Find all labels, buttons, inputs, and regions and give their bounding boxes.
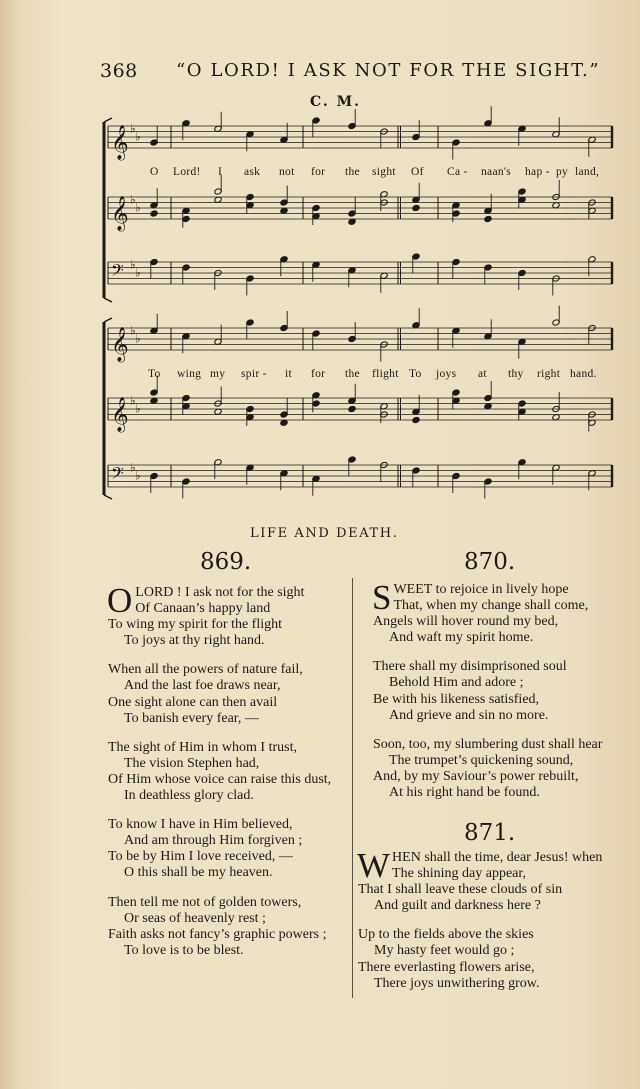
lyric: the — [345, 166, 360, 178]
verse-line: In deathless glory clad. — [124, 788, 254, 804]
flat-sign-icon: ♭ — [130, 460, 136, 475]
verse-line: My hasty feet would go ; — [374, 943, 515, 959]
lyric: sight — [372, 166, 396, 178]
verse-line: To joys at thy right hand. — [124, 633, 265, 649]
notehead — [412, 416, 420, 423]
section-heading: LIFE AND DEATH. — [250, 526, 399, 541]
verse-line: To wing my spirit for the flight — [108, 617, 283, 633]
verse-line: There everlasting flowers arise, — [358, 959, 535, 975]
verse-line: At his right hand be found. — [389, 785, 540, 801]
bracket-end — [104, 118, 112, 122]
lyric: Ca - — [447, 166, 468, 178]
verse-line: When all the powers of nature fail, — [108, 662, 303, 678]
bass-clef-icon: 𝄢 — [111, 463, 124, 487]
verse-line: Soon, too, my slumbering dust shall hear — [373, 736, 603, 752]
lyric: the — [345, 368, 360, 380]
notehead — [150, 210, 158, 217]
verse-line: The sight of Him in whom I trust, — [108, 739, 297, 755]
lyric: Of — [411, 166, 424, 178]
verse-line: The trumpet’s quickening sound, — [389, 752, 574, 768]
drop-cap: S — [372, 578, 392, 617]
flat-sign-icon: ♭ — [135, 200, 141, 215]
flat-sign-icon: ♭ — [130, 192, 136, 207]
hymn-869-text — [107, 581, 354, 959]
lyric: for — [311, 166, 326, 178]
verse-line: And the last foe draws near, — [124, 678, 281, 694]
verse-line: To banish every fear, — — [124, 710, 259, 726]
lyric: right — [537, 368, 561, 380]
verse-line: HEN shall the time, dear Jesus! when — [392, 850, 603, 865]
bracket-end — [104, 298, 112, 302]
meter-label: C. M. — [310, 94, 362, 110]
verse-line: Behold Him and adore ; — [389, 675, 524, 691]
verse-line: One sight alone can then avail — [108, 694, 278, 710]
page-number: 368 — [100, 60, 138, 82]
hymn-871-text — [357, 846, 638, 992]
hymn-number: 869. — [200, 549, 252, 575]
verse-line: And am through Him forgiven ; — [124, 833, 303, 849]
lyric: O — [150, 166, 159, 178]
verse-line: Then tell me not of golden towers, — [108, 894, 302, 910]
verse-line: To be by Him I love received, — — [108, 849, 293, 865]
verse-line: Faith asks not fancy’s graphic powers ; — [108, 926, 327, 942]
lyric: wing — [177, 368, 202, 380]
treble-clef-icon: 𝄞 — [111, 397, 129, 432]
lyric: spir - — [241, 368, 267, 380]
column-divider — [352, 578, 353, 998]
lyric: hap - — [525, 166, 550, 178]
bracket-end — [104, 495, 112, 499]
lyric: it — [285, 368, 292, 380]
verse-line: The vision Stephen had, — [124, 755, 260, 771]
verse-line: To love is to be blest. — [124, 942, 244, 958]
lyric: my — [210, 368, 226, 380]
lyric: for — [311, 368, 326, 380]
verse-line: There joys unwithering grow. — [374, 975, 540, 991]
treble-clef-icon: 𝄞 — [111, 327, 129, 362]
drop-cap: O — [107, 581, 133, 620]
flat-sign-icon: ♭ — [135, 265, 141, 280]
flat-sign-icon: ♭ — [130, 121, 136, 136]
verse-line: Or seas of heavenly rest ; — [124, 910, 266, 926]
lyric: To — [148, 368, 161, 380]
lyric: flight — [372, 368, 399, 380]
notehead — [484, 215, 492, 222]
flat-sign-icon: ♭ — [130, 393, 136, 408]
verse-line: There shall my disimprisoned soul — [373, 659, 567, 675]
lyric: py — [556, 166, 569, 178]
drop-cap: W — [357, 846, 391, 885]
lyric: land, — [575, 166, 600, 178]
flat-sign-icon: ♭ — [135, 468, 141, 483]
hymn-number: 870. — [464, 549, 516, 575]
flat-sign-icon: ♭ — [135, 129, 141, 144]
lyric: ask — [244, 166, 261, 178]
verse-line: That, when my change shall come, — [393, 598, 589, 614]
lyric: thy — [508, 368, 524, 380]
verse-line: O this shall be my heaven. — [124, 865, 273, 881]
lyric: not — [279, 166, 295, 178]
bracket-end — [104, 318, 112, 322]
notehead — [412, 204, 420, 211]
flat-sign-icon: ♭ — [130, 257, 136, 272]
treble-clef-icon: 𝄞 — [111, 196, 129, 231]
verse-line: Up to the fields above the skies — [358, 927, 534, 943]
verse-line: Be with his likeness satisfied, — [373, 691, 540, 707]
verse-line: And waft my spirit home. — [389, 630, 534, 646]
lyric: naan's — [481, 166, 512, 178]
verse-line: Of Canaan’s happy land — [135, 601, 271, 617]
hymn-870-text — [372, 578, 635, 801]
verse-line: LORD ! I ask not for the sight — [135, 585, 305, 600]
lyric: I — [218, 166, 223, 178]
hymn-number: 871. — [464, 820, 516, 846]
verse-line: The shining day appear, — [392, 866, 526, 882]
treble-clef-icon: 𝄞 — [111, 125, 129, 160]
flat-sign-icon: ♭ — [135, 401, 141, 416]
bass-clef-icon: 𝄢 — [111, 260, 124, 284]
verse-line: Of Him whose voice can raise this dust, — [108, 771, 332, 787]
music-score — [0, 0, 640, 500]
lyric: hand. — [570, 368, 597, 380]
lyric: joys — [436, 368, 457, 380]
lyric: To — [409, 368, 422, 380]
lyric: at — [478, 368, 487, 380]
flat-sign-icon: ♭ — [135, 331, 141, 346]
flat-sign-icon: ♭ — [130, 323, 136, 338]
lyric: Lord! — [173, 166, 201, 178]
hymn-tune-title: “O LORD! I ASK NOT FOR THE SIGHT.” — [176, 60, 601, 81]
notehead — [348, 405, 356, 412]
verse-line: WEET to rejoice in lively hope — [393, 582, 569, 597]
verse-line: And, by my Saviour’s power rebuilt, — [373, 768, 579, 784]
verse-line: To know I have in Him believed, — [108, 817, 293, 833]
verse-line: And guilt and darkness here ? — [374, 898, 541, 914]
verse-line: Angels will hover round my bed, — [373, 614, 559, 630]
verse-line: And grieve and sin no more. — [389, 707, 549, 723]
verse-line: That I shall leave these clouds of sin — [358, 882, 563, 898]
